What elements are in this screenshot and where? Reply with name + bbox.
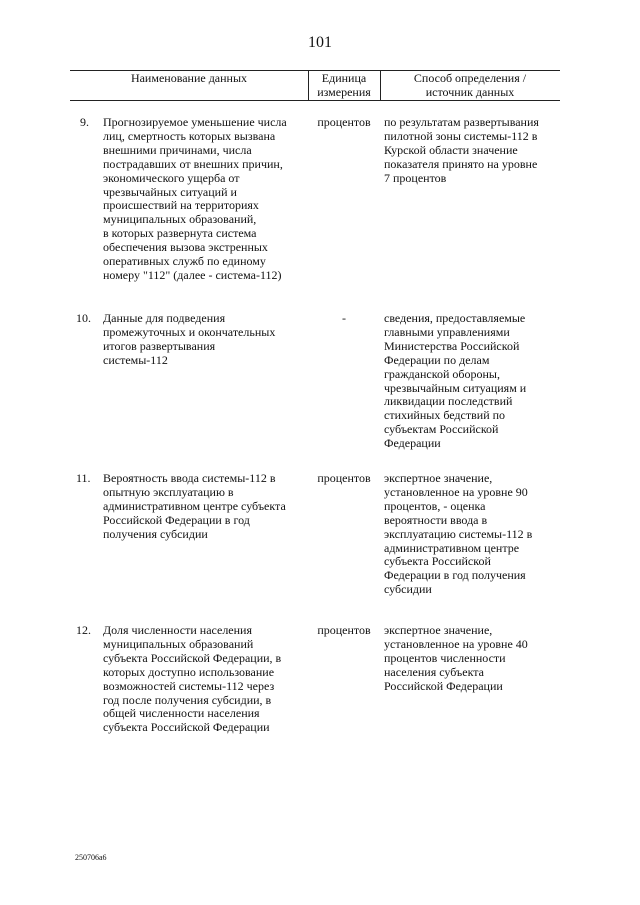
row-method-line: пилотной зоны системы-112 в [384, 128, 538, 143]
row-method-line: гражданской обороны, [384, 366, 500, 381]
row-name-line: муниципальных образований, [103, 212, 257, 227]
row-number: 11. [76, 471, 91, 485]
row-name [103, 312, 275, 368]
footer-code: 250706a6 [75, 853, 107, 862]
row-number: 12. [76, 623, 91, 637]
row-method-line: субсидии [384, 582, 432, 597]
row-name-line: экономического ущерба от [103, 170, 240, 185]
header-method-line: Способ определения / [413, 71, 527, 85]
row-method [384, 472, 532, 597]
row-method-line: Федерации по делам [384, 352, 490, 367]
page-number: 101 [308, 34, 332, 51]
row-method-line: стихийных бедствий по [384, 408, 506, 423]
row-unit: процентов [317, 623, 371, 637]
row-method-line: субъекта Российской [384, 554, 491, 569]
row-name-line: итогов развертывания [103, 338, 216, 353]
row-method-line: установленное на уровне 40 [384, 636, 528, 651]
row-name-line: получения субсидии [103, 526, 208, 541]
row-method-line: процентов численности [384, 650, 506, 665]
row-name-line: пострадавших от внешних причин, [103, 156, 283, 171]
row-name [103, 116, 287, 283]
row-method-line: по результатам развертывания [384, 115, 539, 129]
header-unit-line: измерения [317, 85, 371, 99]
row-number: 10. [76, 311, 91, 325]
row-method-line: 7 процентов [384, 170, 447, 185]
row-name-line: номеру "112" (далее - система-112) [103, 267, 282, 282]
row-number: 9. [80, 115, 89, 129]
row-method-line: эксплуатацию системы-112 в [384, 526, 533, 541]
header-method [380, 71, 560, 99]
row-name-line: административном центре субъекта [103, 498, 286, 513]
row-unit: - [342, 311, 346, 325]
row-name-line: Вероятность ввода системы-112 в [103, 471, 276, 485]
row-name [103, 472, 286, 542]
row-name-line: муниципальных образований [103, 636, 254, 651]
row-name-line: Прогнозируемое уменьшение числа [103, 115, 287, 129]
row-name-line: промежуточных и окончательных [103, 324, 276, 339]
row-method-line: Министерства Российской [384, 338, 520, 353]
row-name-line: субъекта Российской Федерации [103, 720, 270, 735]
row-method [384, 116, 539, 186]
row-name-line: Доля численности населения [103, 623, 252, 637]
row-name-line: лиц, смертность которых вызвана [103, 128, 276, 143]
row-name-line: опытную эксплуатацию в [103, 484, 234, 499]
row-name-line: системы-112 [103, 352, 168, 367]
header-unit-line: Единица [321, 71, 367, 85]
row-method-line: Российской Федерации [384, 678, 503, 693]
row-method-line: процентов, - оценка [384, 498, 486, 513]
row-method-line: главными управлениями [384, 324, 510, 339]
row-name-line: в которых развернута система [103, 226, 257, 241]
header-name: Наименование данных [130, 71, 248, 85]
row-name-line: общей численности населения [103, 706, 260, 721]
row-method-line: Федерации [384, 436, 441, 451]
row-method-line: показателя принято на уровне [384, 156, 538, 171]
row-method-line: экспертное значение, [384, 471, 493, 485]
row-name-line: обеспечения вызова экстренных [103, 240, 268, 255]
row-name-line: Российской Федерации в год [103, 512, 250, 527]
row-method-line: административном центре [384, 540, 520, 555]
row-method-line: чрезвычайным ситуациям и [384, 380, 527, 395]
header-method-line: источник данных [425, 85, 515, 99]
row-name [103, 624, 281, 735]
row-method-line: сведения, предоставляемые [384, 311, 526, 325]
row-unit: процентов [317, 471, 371, 485]
row-method-line: вероятности ввода в [384, 512, 488, 527]
row-name-line: происшествий на территориях [103, 198, 259, 213]
row-method-line: субъектам Российской [384, 422, 499, 437]
row-name-line: субъекта Российской Федерации, в [103, 650, 282, 665]
row-unit: процентов [317, 115, 371, 129]
row-method [384, 624, 528, 694]
row-name-line: которых доступно использование [103, 664, 275, 679]
row-method-line: Федерации в год получения [384, 568, 526, 583]
row-method-line: ликвидации последствий [384, 394, 513, 409]
row-method-line: установленное на уровне 90 [384, 484, 528, 499]
table-header-rule [70, 100, 560, 101]
row-method [384, 312, 526, 451]
row-name-line: внешними причинами, числа [103, 142, 252, 157]
header-unit [308, 71, 380, 99]
row-name-line: оперативных служб по единому [103, 254, 266, 269]
row-name-line: чрезвычайных ситуаций и [103, 184, 237, 199]
row-name-line: возможностей системы-112 через [103, 678, 275, 693]
row-name-line: Данные для подведения [103, 311, 226, 325]
row-method-line: Курской области значение [384, 142, 518, 157]
row-name-line: год после получения субсидии, в [103, 692, 272, 707]
row-method-line: населения субъекта [384, 664, 484, 679]
row-method-line: экспертное значение, [384, 623, 493, 637]
